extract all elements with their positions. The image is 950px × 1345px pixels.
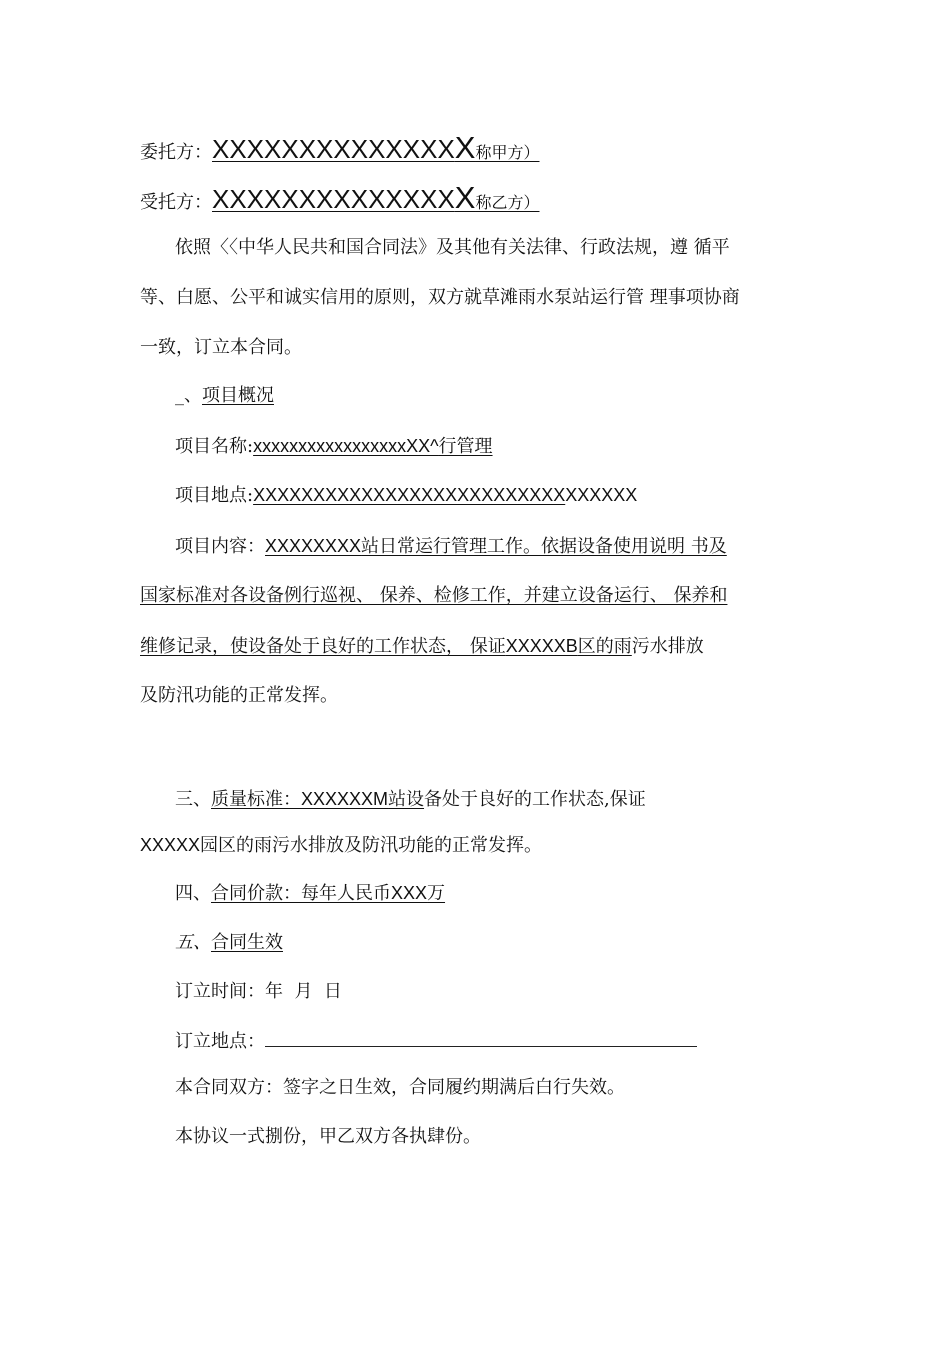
party-b-suffix: 称乙方） xyxy=(475,193,540,212)
sign-time-value: 年 月 日 xyxy=(265,981,342,1002)
party-a-name: XXXXXXXXXXXXXX xyxy=(212,134,455,164)
project-content-line-3 xyxy=(140,634,704,659)
party-a-line xyxy=(140,130,540,165)
quality-line-2-text: 园区的雨污水排放及防汛功能的正常发挥。 xyxy=(200,835,543,856)
price-x: XXX xyxy=(391,883,428,903)
quality-line-2 xyxy=(140,833,542,858)
section-1-prefix: _、 xyxy=(175,385,202,406)
quality-prefix: 三、 xyxy=(175,789,211,810)
project-content-line-1 xyxy=(175,534,727,559)
party-b-label: 受托方： xyxy=(140,192,212,213)
project-content-line-3-rest: 污水排放 xyxy=(631,636,704,657)
project-location-value-rest: XXXXXX xyxy=(565,485,638,505)
price-prefix: 四、 xyxy=(175,883,211,904)
party-a-suffix: 称甲方） xyxy=(475,143,540,162)
sign-place-label: 订立地点： xyxy=(175,1031,265,1052)
project-name-label: 项目名称: xyxy=(175,436,254,457)
party-a-label: 委托方： xyxy=(140,142,212,163)
project-name-line xyxy=(175,434,493,459)
project-content-line-3-x: XXXXXB xyxy=(505,636,578,656)
quality-x: XXXXXXM xyxy=(301,789,389,809)
project-name-tail: 行管理 xyxy=(438,436,493,457)
project-content-x: XXXXXXXX xyxy=(265,536,362,556)
project-name-value: xxxxxxxxxxxxxxxxxXX^ xyxy=(253,436,439,456)
sign-place-blank xyxy=(265,1028,697,1047)
party-b-line xyxy=(140,180,540,215)
quality-line-2-x: XXXXX xyxy=(140,835,201,855)
intro-line-2: 等、白愿、公平和诚实信用的原则，双方就草滩雨水泵站运行管 理事项协商 xyxy=(140,287,740,308)
project-location-line xyxy=(175,483,637,508)
project-content-line-2: 国家标准对各设备例行巡视、 保养、检修工作，并建立设备运行、 保养和 xyxy=(140,585,728,606)
party-b-name-tail: X xyxy=(454,180,476,215)
section-1-heading xyxy=(175,384,274,408)
section-5-prefix: 五、 xyxy=(175,932,211,953)
effect-line: 本合同双方：签字之日生效，合同履约期满后白行失效。 xyxy=(175,1077,625,1098)
price-text-a: 合同价款：每年人民币 xyxy=(211,883,391,904)
project-location-label: 项目地点: xyxy=(175,485,254,506)
price-line xyxy=(175,881,445,906)
copies-line: 本协议一式捌份，甲乙双方各执肆份。 xyxy=(175,1126,481,1147)
project-content-line-3-a: 维修记录，使设备处于良好的工作状态， 保证 xyxy=(140,636,506,657)
intro-line-1: 依照〈〈中华人民共和国合同法》及其他有关法律、行政法规，遵 循平 xyxy=(175,237,730,258)
sign-time-line xyxy=(175,980,342,1004)
sign-time-label: 订立时间： xyxy=(175,981,265,1002)
section-5-heading xyxy=(175,931,283,955)
intro-line-3: 一致，订立本合同。 xyxy=(140,337,302,358)
section-1-title: 项目概况 xyxy=(202,385,274,406)
sign-place-line xyxy=(175,1028,697,1054)
project-content-label: 项目内容： xyxy=(175,536,265,557)
quality-line-1 xyxy=(175,787,646,812)
project-location-value: XXXXXXXXXXXXXXXXXXXXXXXXXX xyxy=(253,485,566,505)
project-content-line-3-b: 区的雨 xyxy=(577,636,632,657)
price-text-b: 万 xyxy=(427,883,446,904)
project-content-line-4: 及防汛功能的正常发挥。 xyxy=(140,685,338,706)
party-a-name-tail: X xyxy=(454,130,476,165)
quality-rest: 备处于良好的工作状态,保证 xyxy=(424,789,646,810)
quality-station: 站设 xyxy=(388,789,425,810)
quality-label: 质量标准： xyxy=(211,789,301,810)
section-5-title: 合同生效 xyxy=(211,932,283,953)
party-b-name: XXXXXXXXXXXXXX xyxy=(212,184,455,214)
project-content-text: 站日常运行管理工作。依据设备使用说明 书及 xyxy=(361,536,727,557)
